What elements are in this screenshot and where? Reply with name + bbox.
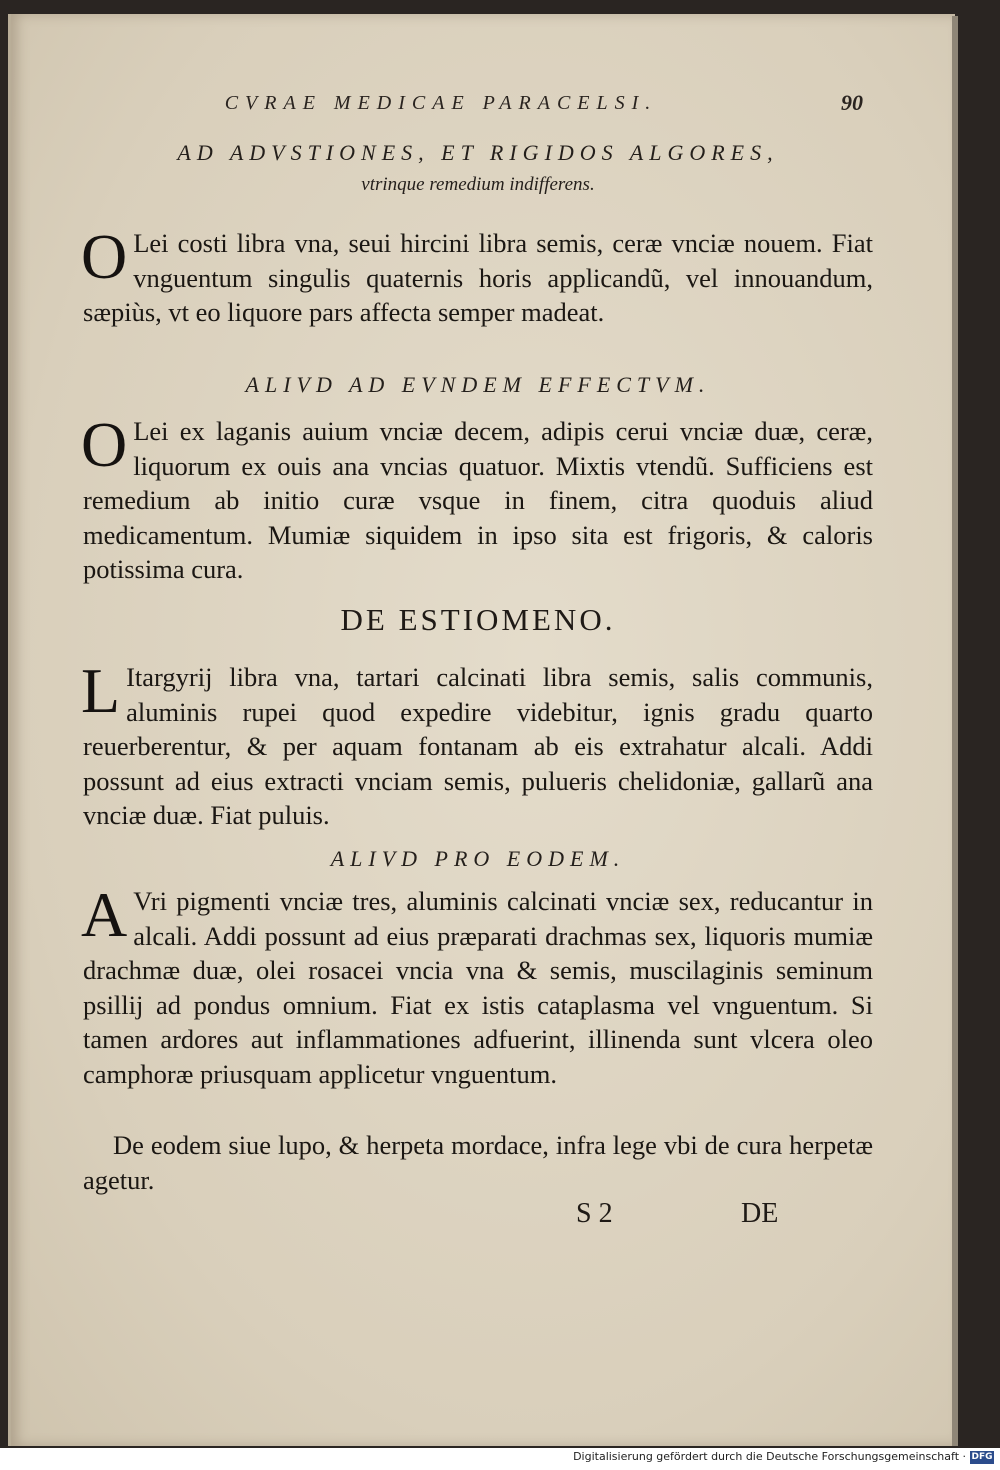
dropcap-o: O xyxy=(81,409,128,480)
footer-credit: Digitalisierung gefördert durch die Deutsche Forschungsgemeinschaft · xyxy=(573,1450,966,1463)
section-heading-aliud-eodem: ALIVD PRO EODEM. xyxy=(330,846,626,871)
page-edge xyxy=(952,16,958,1446)
catchword: DE xyxy=(741,1198,779,1229)
paragraph-text: Lei costi libra vna, seui hircini libra semis, ceræ vnciæ nouem. Fiat vnguentum singulis quaternis horis applicandũ, vel innouandum, sæpiùs, vt eo liquore pars affecta semper madeat. xyxy=(83,228,873,327)
running-head: CVRAE MEDICAE PARACELSI. xyxy=(224,92,658,114)
dropcap-l: L xyxy=(81,655,121,726)
paragraph-text: Vri pigmenti vnciæ tres, aluminis calcinati vnciæ sex, reducantur in alcali. Addi possunt ad eius præparati drachmas sex, liquoris mumiæ drachmæ duæ, olei rosacei vncia vna & semis, muscilaginis seminum psillij ad pondus omnium. Fiat ex istis cataplasma vel vnguentum. Si tamen ardores aut inflammationes adfuerint, illinenda sunt vlcera oleo camphoræ priusquam applicetur vnguentum. xyxy=(83,886,873,1089)
paragraph-adustiones xyxy=(81,221,873,330)
section-heading-aliud-effectum: ALIVD AD EVNDEM EFFECTVM. xyxy=(245,372,711,397)
section-heading-estiomeno: DE ESTIOMENO. xyxy=(340,602,616,637)
footer-bar xyxy=(0,1448,1000,1470)
page-number: 90 xyxy=(841,90,863,115)
book-page xyxy=(8,14,955,1446)
signature-mark: S 2 xyxy=(576,1198,613,1229)
dropcap-o: O xyxy=(81,221,128,292)
paragraph-cross-reference: De eodem siue lupo, & herpeta mordace, infra lege vbi de cura herpetæ agetur. xyxy=(83,1130,873,1195)
paragraph-text: Lei ex laganis auium vnciæ decem, adipis cerui vnciæ duæ, ceræ, liquorum ex ouis ana vncias quatuor. Mixtis vtendũ. Sufficiens est remedium ab initio curæ vsque in finem, citra quoduis aliud medicamentum. Mumiæ siquidem in ipso sita est frigoris, & caloris potissima cura. xyxy=(83,416,873,584)
dfg-logo-icon: DFG xyxy=(971,1452,993,1462)
paragraph-text: Itargyrij libra vna, tartari calcinati libra semis, salis communis, aluminis rupei quod expedire videbitur, ignis gradu quarto reuerberentur, & per aquam fontanam ab eis extrahatur alcali. Addi possunt ad eius extracti vnciam semis, pulueris chelidoniæ, gallarũ ana vnciæ duæ. Fiat puluis. xyxy=(83,662,873,830)
dropcap-a: A xyxy=(81,879,128,950)
section-heading-adustiones: AD ADVSTIONES, ET RIGIDOS ALGORES, xyxy=(177,140,779,165)
paragraph-estiomeno xyxy=(81,655,873,833)
section-subheading: vtrinque remedium indifferens. xyxy=(361,174,595,195)
paragraph-aliud-eodem xyxy=(81,879,873,1091)
paragraph-aliud-effectum xyxy=(81,409,873,587)
